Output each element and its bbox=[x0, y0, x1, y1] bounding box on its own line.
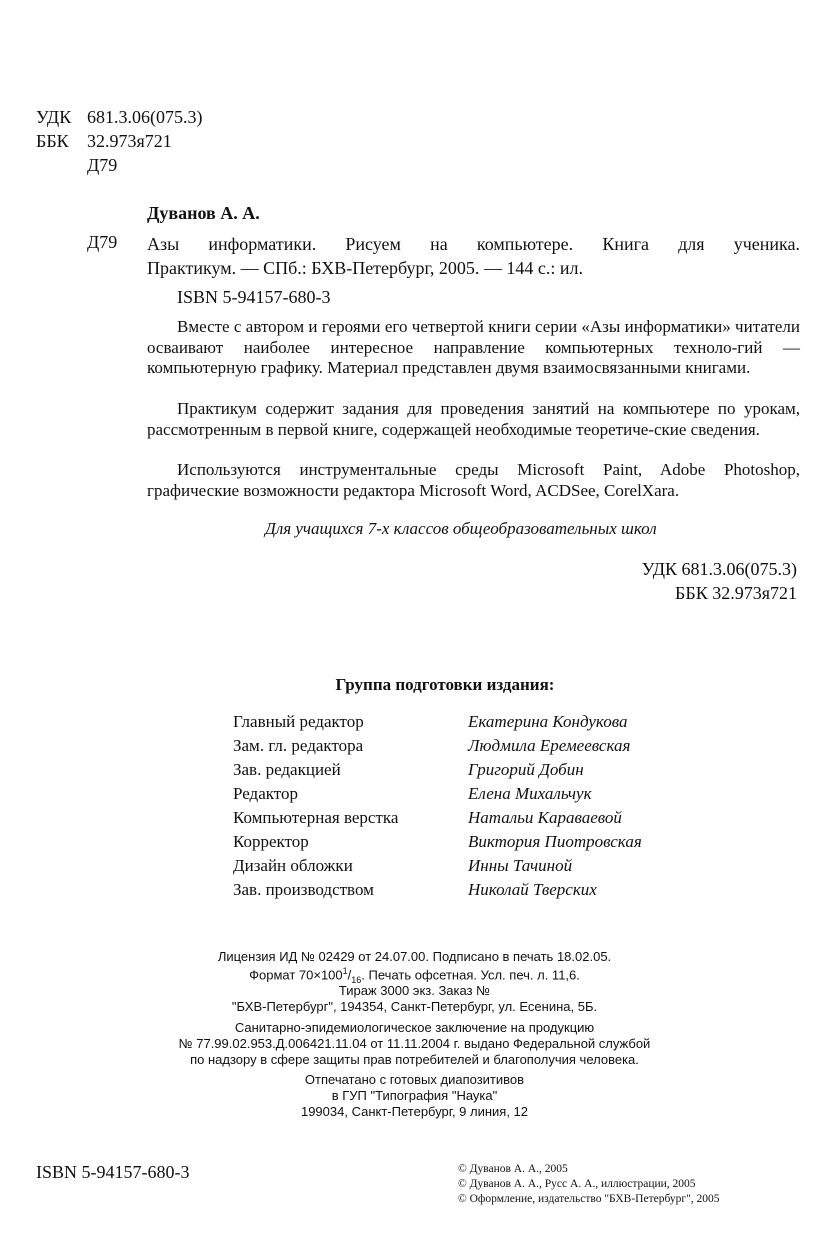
imprint-publisher: "БХВ-Петербург", 194354, Санкт-Петербург, ул. Есенина, 5Б. bbox=[231, 999, 598, 1014]
format-suffix: . Печать офсетная. Усл. печ. л. 11,6. bbox=[361, 967, 580, 983]
imprint-license: Лицензия ИД № 02429 от 24.07.00. Подписано в печать 18.02.05. bbox=[217, 949, 612, 964]
title-line-1: Азы информатики. Рисуем на компьютере. Книга для ученика. bbox=[147, 234, 800, 254]
staff-role: Главный редактор bbox=[233, 712, 364, 731]
staff-role: Зам. гл. редактора bbox=[233, 736, 364, 755]
staff-name: Елена Михальчук bbox=[468, 784, 592, 803]
audience-note: Для учащихся 7-х классов общеобразовательных школ bbox=[265, 519, 657, 538]
staff-role: Дизайн обложки bbox=[233, 856, 353, 875]
annotation-paragraph-3: Используются инструментальные среды Microsoft Paint, Adobe Photoshop, графические возможности редактора Microsoft Word, ACDSee, CorelXara. bbox=[147, 460, 800, 500]
copyright-line: © Оформление, издательство "БХВ-Петербург", 2005 bbox=[458, 1193, 720, 1205]
staff-name: Людмила Еремеевская bbox=[468, 736, 631, 755]
title-line-2: Практикум. — СПб.: БХВ-Петербург, 2005. — 144 с.: ил. bbox=[147, 258, 583, 278]
staff-name: Екатерина Кондукова bbox=[468, 712, 628, 731]
copyright-line: © Дуванов А. А., 2005 bbox=[458, 1163, 568, 1175]
staff-name: Виктория Пиотровская bbox=[468, 832, 642, 851]
bbk-value: 32.973я721 bbox=[87, 131, 172, 151]
udk-right: УДК 681.3.06(075.3) bbox=[641, 559, 797, 579]
format-prefix: Формат 70×100 bbox=[249, 967, 343, 983]
author-mark: Д79 bbox=[87, 155, 118, 175]
staff-name: Григорий Добин bbox=[468, 760, 584, 779]
imprint-format: Формат $70\times 100^1/_{16}$. Печать офсетная. Усл. печ. л. 11,6. bbox=[249, 966, 580, 985]
staff-role: Редактор bbox=[233, 784, 298, 803]
imprint-sanitary-2: № 77.99.02.953.Д.006421.11.04 от 11.11.2004 г. выдано Федеральной службой bbox=[178, 1036, 651, 1051]
staff-name: Инны Тачиной bbox=[468, 856, 573, 875]
author-name: Дуванов А. А. bbox=[147, 203, 260, 223]
udk-label: УДК bbox=[36, 107, 72, 127]
staff-role: Компьютерная верстка bbox=[233, 808, 399, 827]
bbk-right: ББК 32.973я721 bbox=[675, 583, 797, 603]
staff-role: Зав. редакцией bbox=[233, 760, 341, 779]
bbk-label: ББК bbox=[36, 131, 69, 151]
format-fraction-den: 16 bbox=[351, 974, 362, 985]
imprint-printed-1: Отпечатано с готовых диапозитивов bbox=[304, 1072, 525, 1087]
imprint-print-run: Тираж 3000 экз. Заказ № bbox=[338, 983, 491, 998]
udk-value: 681.3.06(075.3) bbox=[87, 107, 203, 127]
imprint-printed-2: в ГУП "Типография "Наука" bbox=[331, 1088, 498, 1103]
book-title bbox=[147, 232, 800, 280]
imprint-printed-3: 199034, Санкт-Петербург, 9 линия, 12 bbox=[300, 1104, 529, 1119]
entry-mark: Д79 bbox=[87, 232, 118, 252]
staff-role: Корректор bbox=[233, 832, 309, 851]
copyright-line: © Дуванов А. А., Русс А. А., иллюстрации, 2005 bbox=[458, 1178, 696, 1190]
footer-isbn: ISBN 5-94157-680-3 bbox=[36, 1162, 190, 1182]
staff-heading: Группа подготовки издания: bbox=[335, 675, 555, 694]
staff-name: Николай Тверских bbox=[468, 880, 597, 899]
imprint-sanitary-3: по надзору в сфере защиты прав потребителей и благополучия человека. bbox=[190, 1052, 639, 1067]
format-fraction-num: 1 bbox=[342, 966, 348, 976]
isbn-entry: ISBN 5-94157-680-3 bbox=[177, 287, 331, 307]
staff-list bbox=[233, 712, 713, 912]
imprint-sanitary-1: Санитарно-эпидемиологическое заключение на продукцию bbox=[234, 1020, 595, 1035]
annotation-paragraph-1: Вместе с автором и героями его четвертой книги серии «Азы информатики» читатели осваивают наиболее интересное направление компьютерных техноло-гий — компьютерную графику. Материал представлен двумя взаимосвязанными книгами. bbox=[147, 317, 800, 377]
staff-role: Зав. производством bbox=[233, 880, 374, 899]
annotation-paragraph-2: Практикум содержит задания для проведения занятий на компьютере по урокам, рассмотренным в первой книге, содержащей необходимые теоретиче-ские сведения. bbox=[147, 399, 800, 439]
staff-name: Натальи Караваевой bbox=[468, 808, 622, 827]
